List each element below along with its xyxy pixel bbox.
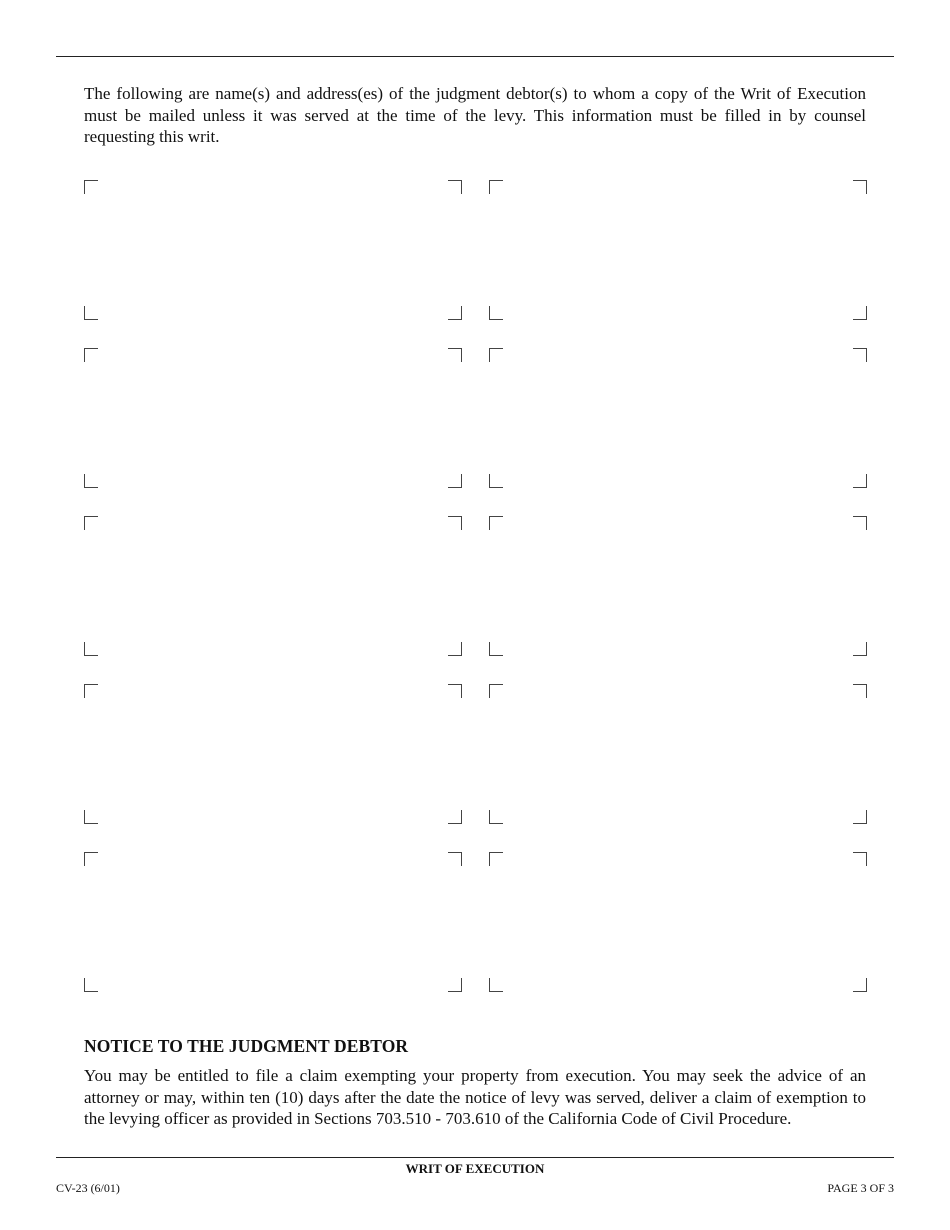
corner-mark <box>448 852 462 866</box>
debtor-address-box[interactable] <box>84 852 462 992</box>
corner-mark <box>853 852 867 866</box>
corner-mark <box>853 348 867 362</box>
corner-mark <box>448 474 462 488</box>
footer-title: WRIT OF EXECUTION <box>405 1161 545 1176</box>
corner-mark <box>853 684 867 698</box>
corner-mark <box>84 348 98 362</box>
corner-mark <box>448 516 462 530</box>
debtor-address-box[interactable] <box>489 180 867 320</box>
intro-paragraph: The following are name(s) and address(es) of the judgment debtor(s) to whom a copy of the Writ of Execution must be mailed unless it was served at the time of the levy. This information must be filled in by counsel requesting this writ. <box>84 84 866 146</box>
corner-mark <box>489 180 503 194</box>
corner-mark <box>489 516 503 530</box>
corner-mark <box>448 642 462 656</box>
page-number: PAGE 3 OF 3 <box>827 1181 894 1195</box>
corner-mark <box>853 810 867 824</box>
corner-mark <box>489 810 503 824</box>
corner-mark <box>853 474 867 488</box>
corner-mark <box>489 852 503 866</box>
corner-mark <box>853 180 867 194</box>
debtor-address-box[interactable] <box>489 684 867 824</box>
corner-mark <box>84 474 98 488</box>
corner-mark <box>448 810 462 824</box>
corner-mark <box>853 306 867 320</box>
corner-mark <box>489 684 503 698</box>
debtor-address-box[interactable] <box>489 852 867 992</box>
debtor-address-box[interactable] <box>489 348 867 488</box>
debtor-address-box[interactable] <box>84 516 462 656</box>
corner-mark <box>853 642 867 656</box>
corner-mark <box>84 810 98 824</box>
debtor-address-box[interactable] <box>84 684 462 824</box>
top-rule <box>56 56 894 57</box>
corner-mark <box>489 474 503 488</box>
bottom-rule <box>56 1157 894 1158</box>
corner-mark <box>448 348 462 362</box>
corner-mark <box>448 306 462 320</box>
corner-mark <box>84 306 98 320</box>
corner-mark <box>853 978 867 992</box>
corner-mark <box>489 348 503 362</box>
notice-body: You may be entitled to file a claim exempting your property from execution. You may seek the advice of an attorney or may, within ten (10) days after the date the notice of levy was served, deliver a claim of exemption to the levying officer as provided in Sections 703.510 - 703.610 of the California Code of Civil Procedure. <box>84 1066 866 1128</box>
notice-heading: NOTICE TO THE JUDGMENT DEBTOR <box>84 1036 409 1056</box>
corner-mark <box>84 180 98 194</box>
corner-mark <box>448 978 462 992</box>
corner-mark <box>448 180 462 194</box>
corner-mark <box>448 684 462 698</box>
form-number: CV-23 (6/01) <box>56 1181 120 1195</box>
corner-mark <box>489 306 503 320</box>
corner-mark <box>84 684 98 698</box>
corner-mark <box>84 642 98 656</box>
debtor-address-box[interactable] <box>489 516 867 656</box>
debtor-address-box[interactable] <box>84 180 462 320</box>
corner-mark <box>853 516 867 530</box>
corner-mark <box>84 978 98 992</box>
debtor-address-box[interactable] <box>84 348 462 488</box>
corner-mark <box>489 978 503 992</box>
corner-mark <box>84 852 98 866</box>
corner-mark <box>84 516 98 530</box>
corner-mark <box>489 642 503 656</box>
